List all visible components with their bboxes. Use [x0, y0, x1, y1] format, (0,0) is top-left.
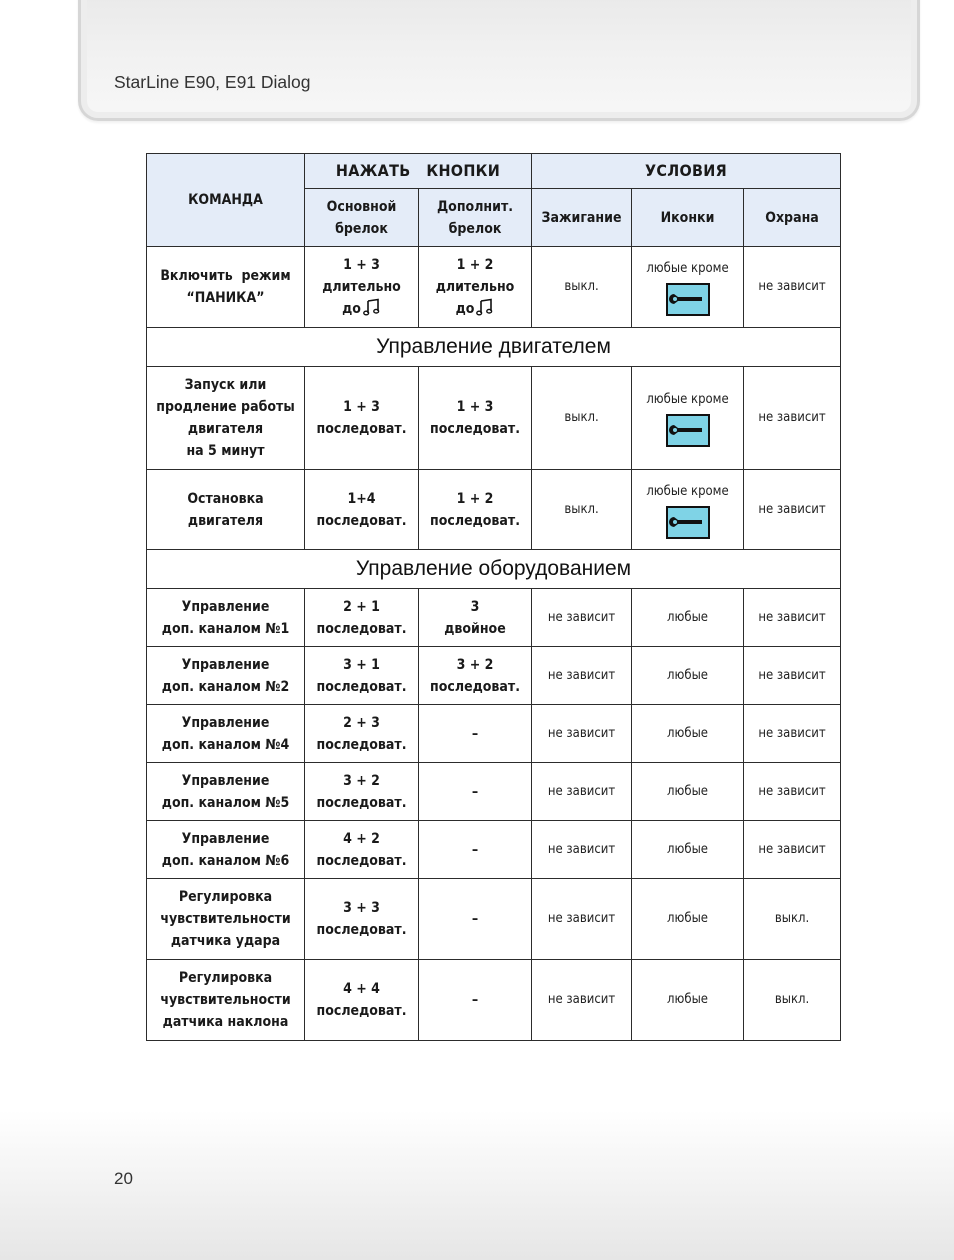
main-fob-cell [305, 367, 419, 470]
main-fob-cell [305, 470, 419, 550]
combo-text: 4 + 4 [343, 981, 380, 997]
icons-text: любые кроме [646, 483, 729, 499]
section-title-equipment: Управление оборудованием [147, 550, 841, 589]
combo-text: 3 + 2 [456, 656, 494, 673]
ignition-cell: не зависит [532, 647, 632, 705]
table-row [147, 960, 841, 1041]
command-line: продление работы [156, 399, 295, 415]
table-row [147, 367, 841, 470]
ignition-cell: не зависит [532, 879, 632, 960]
table-row [147, 763, 841, 821]
main-fob-cell [305, 960, 419, 1041]
table-row [147, 821, 841, 879]
icons-cell [632, 367, 744, 470]
header-extra-fob-line2: брелок [448, 220, 502, 237]
combo-text: 1+4 [347, 490, 376, 507]
command-cell [147, 470, 305, 550]
main-fob-cell [305, 705, 419, 763]
guard-cell: не зависит [744, 647, 841, 705]
icons-cell: любые [632, 647, 744, 705]
extra-fob-cell [419, 367, 532, 470]
section-row [147, 550, 841, 589]
main-fob-cell [305, 879, 419, 960]
command-line: доп. каналом №2 [161, 678, 290, 695]
combo-text: 3 + 2 [343, 772, 380, 789]
header-command: КОМАНДА [147, 154, 305, 247]
combo-text: 1 + 3 [343, 257, 380, 273]
command-cell [147, 960, 305, 1041]
main-fob-cell [305, 247, 419, 328]
header-frame [78, 0, 920, 121]
guard-cell: не зависит [744, 589, 841, 647]
header-main-fob-line1: Основной [326, 198, 397, 215]
mode-text: последоват. [316, 421, 407, 437]
combo-text: 3 + 3 [343, 900, 380, 916]
combo-text: 4 + 2 [343, 830, 380, 847]
extra-fob-cell: – [419, 763, 532, 821]
command-line: Управление [181, 714, 270, 731]
table-row [147, 647, 841, 705]
guard-cell: не зависит [744, 763, 841, 821]
command-line: Управление [181, 656, 270, 673]
command-cell [147, 821, 305, 879]
mode-text: последоват. [430, 421, 520, 437]
command-cell [147, 589, 305, 647]
mode-text: последоват. [430, 678, 520, 695]
until-text: до [455, 301, 475, 317]
combo-text: 1 + 2 [456, 490, 494, 507]
icons-cell [632, 247, 744, 328]
command-cell [147, 247, 305, 328]
guard-cell: не зависит [744, 821, 841, 879]
icons-text: любые кроме [646, 392, 729, 407]
command-line: чувствительности [160, 911, 291, 927]
command-line: Управление [181, 598, 270, 615]
icons-cell: любые [632, 705, 744, 763]
mode-text: последоват. [316, 512, 407, 529]
section-row [147, 328, 841, 367]
icons-text: любые кроме [646, 261, 729, 276]
command-line: Регулировка [178, 970, 273, 986]
icons-cell: любые [632, 589, 744, 647]
command-line: Регулировка [178, 889, 273, 905]
wrench-icon [666, 283, 710, 316]
table-row [147, 705, 841, 763]
main-fob-cell [305, 589, 419, 647]
guard-cell: не зависит [744, 705, 841, 763]
mode-text: последоват. [316, 620, 407, 637]
header-main-fob-line2: брелок [335, 220, 388, 237]
command-cell [147, 763, 305, 821]
table-row [147, 247, 841, 328]
header-main-fob [305, 189, 419, 247]
command-line: двигателя [187, 421, 264, 437]
header-ignition: Зажигание [532, 189, 632, 247]
ignition-cell: выкл. [532, 367, 632, 470]
ignition-cell: выкл. [532, 247, 632, 328]
icons-cell: любые [632, 763, 744, 821]
guard-cell: выкл. [744, 879, 841, 960]
ignition-cell: не зависит [532, 589, 632, 647]
command-line: доп. каналом №6 [161, 852, 290, 869]
section-title-engine: Управление двигателем [147, 328, 841, 367]
mode-text: длительно [322, 279, 401, 295]
mode-text: последоват. [316, 678, 407, 695]
icons-cell: любые [632, 821, 744, 879]
command-cell [147, 879, 305, 960]
command-line: Включить режим [160, 268, 291, 284]
mode-text: последоват. [316, 922, 407, 938]
main-fob-cell [305, 647, 419, 705]
guard-cell: не зависит [744, 470, 841, 550]
guard-cell: выкл. [744, 960, 841, 1041]
guard-cell: не зависит [744, 247, 841, 328]
header-icons: Иконки [632, 189, 744, 247]
command-cell [147, 367, 305, 470]
header-conditions: УСЛОВИЯ [532, 154, 841, 189]
combo-text: 3 + 1 [343, 656, 380, 673]
ignition-cell: не зависит [532, 763, 632, 821]
table-row [147, 589, 841, 647]
until-text: до [342, 301, 361, 317]
combo-text: 2 + 3 [343, 714, 380, 731]
command-table [146, 153, 841, 1041]
command-line: Остановка [187, 490, 264, 507]
table-row [147, 470, 841, 550]
combo-text: 1 + 2 [456, 257, 494, 273]
mode-text: последоват. [316, 852, 407, 869]
ignition-cell: не зависит [532, 821, 632, 879]
header-guard: Охрана [744, 189, 841, 247]
command-line: датчика удара [170, 933, 281, 949]
mode-text: последоват. [430, 512, 520, 529]
extra-fob-cell [419, 247, 532, 328]
command-cell [147, 647, 305, 705]
command-line: “ПАНИКА” [186, 290, 265, 306]
table-row [147, 879, 841, 960]
extra-fob-cell [419, 470, 532, 550]
command-cell [147, 705, 305, 763]
music-note-icon [363, 298, 381, 316]
mode-text: последоват. [316, 794, 407, 811]
command-line: Управление [181, 772, 270, 789]
icons-cell: любые [632, 879, 744, 960]
extra-fob-cell: – [419, 879, 532, 960]
header-press-buttons: НАЖАТЬ КНОПКИ [305, 154, 532, 189]
command-line: доп. каналом №5 [161, 794, 290, 811]
command-line: Запуск или [184, 377, 267, 393]
mode-text: последоват. [316, 736, 407, 753]
icons-cell [632, 470, 744, 550]
mode-text: двойное [444, 620, 506, 637]
extra-fob-cell: – [419, 960, 532, 1041]
document-title: StarLine E90, E91 Dialog [114, 72, 311, 92]
icons-cell: любые [632, 960, 744, 1041]
combo-text: 1 + 3 [343, 399, 380, 415]
combo-text: 2 + 1 [343, 598, 380, 615]
command-line: доп. каналом №1 [161, 620, 290, 637]
page-number: 20 [114, 1169, 133, 1188]
header-extra-fob [419, 189, 532, 247]
mode-text: последоват. [316, 1003, 407, 1019]
guard-cell: не зависит [744, 367, 841, 470]
extra-fob-cell [419, 647, 532, 705]
command-line: датчика наклона [162, 1014, 289, 1030]
combo-text: 3 [470, 598, 480, 615]
command-line: доп. каналом №4 [161, 736, 290, 753]
music-note-icon [476, 298, 494, 316]
wrench-icon [666, 414, 710, 447]
ignition-cell: не зависит [532, 960, 632, 1041]
command-line: двигателя [187, 512, 264, 529]
ignition-cell: выкл. [532, 470, 632, 550]
main-fob-cell [305, 821, 419, 879]
mode-text: длительно [435, 279, 515, 295]
extra-fob-cell: – [419, 821, 532, 879]
combo-text: 1 + 3 [456, 399, 494, 415]
ignition-cell: не зависит [532, 705, 632, 763]
extra-fob-cell: – [419, 705, 532, 763]
header-extra-fob-line1: Дополнит. [436, 198, 514, 215]
extra-fob-cell [419, 589, 532, 647]
main-fob-cell [305, 763, 419, 821]
command-line: чувствительности [160, 992, 291, 1008]
command-line: Управление [181, 830, 270, 847]
command-line: на 5 минут [186, 443, 265, 459]
wrench-icon [666, 506, 710, 539]
